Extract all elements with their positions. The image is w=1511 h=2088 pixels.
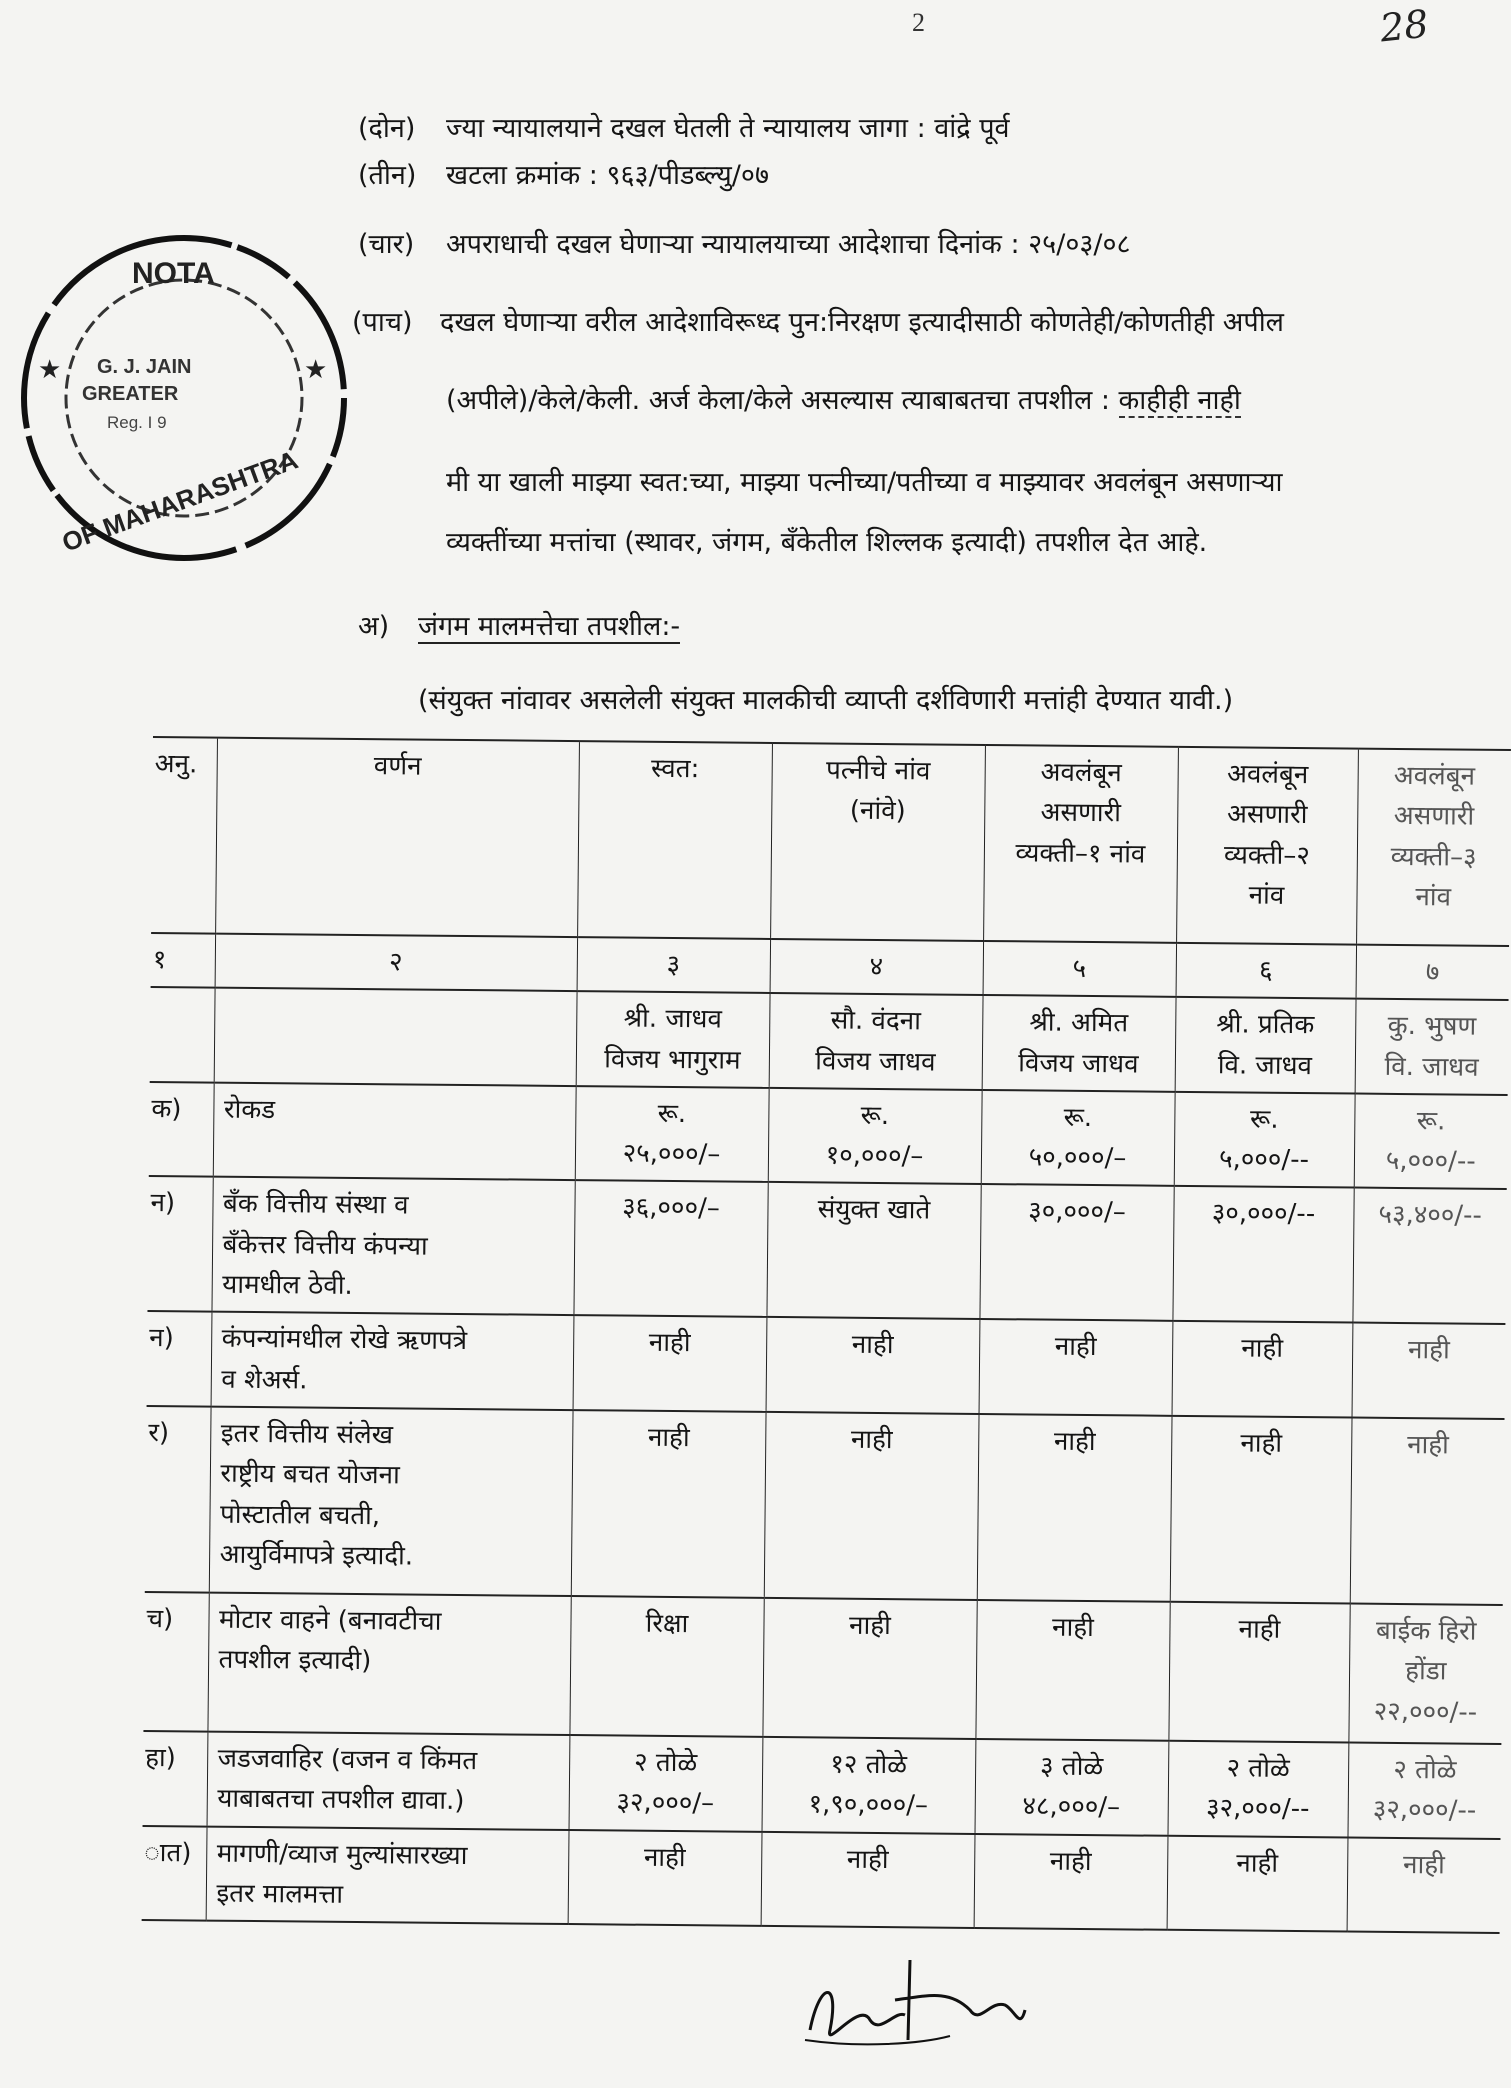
table-row-cell-3: नाही (568, 1830, 762, 1926)
item-text: खटला क्रमांक : ९६३/पीडब्ल्यु/०७ (446, 160, 769, 191)
svg-text:Reg. I 9: Reg. I 9 (107, 413, 167, 432)
table-row-cell-1: क) (149, 1082, 214, 1177)
table-row-cell-7: बाईक हिरो होंडा २२,०००/-- (1348, 1603, 1502, 1743)
item-label: (तीन) (358, 160, 417, 191)
section-note: (संयुक्त नांवावर असलेली संयुक्त मालकीची व्याप्ती दर्शविणारी मत्तांही देण्यात यावी.) (418, 685, 1234, 716)
table-row-cell-3: नाही (573, 1315, 767, 1411)
svg-text:★: ★ (304, 355, 328, 385)
svg-text:OF MAHARASHTRA: OF MAHARASHTRA (58, 444, 302, 558)
header-row-cell-2: वर्णन (215, 738, 579, 937)
header-row-cell-6: अवलंबून असणारी व्यक्ती–२ नांव (1176, 747, 1358, 945)
table-row-cell-2: मोटार वाहने (बनावटीचा तपशील इत्यादी) (207, 1593, 570, 1735)
item-appeal (352, 302, 1284, 339)
table-row-cell-1: न) (147, 1311, 212, 1406)
table-row-cell-4: नाही (762, 1598, 976, 1739)
names-row (150, 987, 1509, 1095)
table-row-cell-6: २ तोळे ३२,०००/-- (1167, 1741, 1348, 1837)
table-row (149, 1082, 1508, 1190)
table-row-cell-1: न) (147, 1176, 212, 1311)
header-row-cell-3: स्वत: (577, 741, 772, 939)
header-row-cell-5: अवलंबून असणारी व्यक्ती–१ नांव (983, 745, 1178, 943)
names-row-cell-4: सौ. वंदना विजय जाधव (769, 993, 983, 1090)
table-row-cell-5: नाही (979, 1319, 1173, 1415)
table-row (143, 1731, 1502, 1839)
table-row (147, 1176, 1506, 1324)
table-row-cell-1: हा) (143, 1731, 208, 1826)
names-row-cell-2 (214, 988, 577, 1086)
declaration-line-2: व्यक्तींच्या मत्तांचा (स्थावर, जंगम, बँकेतील शिल्लक इत्यादी) तपशील देत आहे. (446, 527, 1208, 558)
table-row-cell-2: रोकड (213, 1082, 576, 1180)
item-label: (दोन) (358, 113, 416, 144)
table-row-cell-5: ३ तोळे ४८,०००/– (975, 1739, 1169, 1835)
table-row-cell-3: २ तोळे ३२,०००/– (569, 1735, 763, 1831)
table-row-cell-4: नाही (764, 1412, 979, 1600)
header-row-cell-7: अवलंबून असणारी व्यक्ती–३ नांव (1356, 749, 1511, 946)
header-row-cell-1: अनु. (151, 737, 217, 934)
column-number-row-cell-5: ५ (983, 941, 1177, 997)
item-court-location (358, 108, 1010, 145)
table-row-cell-6: नाही (1172, 1321, 1353, 1417)
table-row-cell-6: ३०,०००/-- (1172, 1186, 1353, 1323)
table-row-cell-1: च) (143, 1592, 208, 1732)
names-row-cell-6: श्री. प्रतिक वि. जाधव (1175, 997, 1356, 1093)
names-row-cell-5: श्री. अमित विजय जाधव (982, 995, 1176, 1091)
svg-text:GREATER: GREATER (82, 383, 179, 405)
table-row-cell-3: रू. २५,०००/– (575, 1086, 769, 1182)
item-appeal-cont (446, 380, 1241, 417)
names-row-cell-7: कु. भुषण वि. जाधव (1355, 999, 1509, 1095)
table-row-cell-6: नाही (1167, 1835, 1348, 1931)
section-label: अ) (358, 611, 390, 642)
item-text: दखल घेणाऱ्या वरील आदेशाविरूध्द पुन:निरक्षण इत्यादीसाठी कोणतेही/कोणतीही अपील (440, 307, 1284, 338)
table-row-cell-5: नाही (975, 1600, 1169, 1741)
item-text: ज्या न्यायालयाने दखल घेतली ते न्यायालय जागा : वांद्रे पूर्व (446, 113, 1010, 144)
section-heading (358, 606, 680, 643)
table-row-cell-1: र) (145, 1406, 211, 1593)
table-row-cell-2: कंपन्यांमधील रोखे ऋणपत्रे व शेअर्स. (211, 1312, 574, 1410)
movable-assets-table (142, 736, 1511, 1934)
notary-stamp (12, 228, 352, 568)
table-row-cell-5: ३०,०००/– (979, 1184, 1173, 1321)
handwritten-page-ref: 28 (1377, 1, 1431, 51)
table-row-cell-7: ५३,४००/-- (1352, 1188, 1506, 1324)
column-number-row-cell-1: १ (151, 933, 216, 988)
table-row (143, 1592, 1502, 1744)
svg-text:NOTA: NOTA (132, 257, 215, 290)
table-row-cell-7: नाही (1350, 1418, 1505, 1605)
svg-text:G. J. JAIN: G. J. JAIN (97, 356, 192, 378)
signature (800, 1940, 1030, 2060)
table-row-cell-4: रू. १०,०००/– (768, 1088, 982, 1185)
item-text-2: (अपीले)/केले/केली. अर्ज केला/केले असल्यास त्याबाबतचा तपशील : (446, 385, 1119, 416)
column-number-row-cell-6: ६ (1176, 943, 1357, 999)
table-row-cell-4: नाही (766, 1317, 980, 1414)
item-text: अपराधाची दखल घेणाऱ्या न्यायालयाच्या आदेशाचा दिनांक : २५/०३/०८ (446, 229, 1131, 260)
table-row-cell-2: बँक वित्तीय संस्था व बँकेत्तर वित्तीय कंपन्या यामधील ठेवी. (211, 1177, 574, 1315)
table-row-cell-5: रू. ५०,०००/– (981, 1090, 1175, 1186)
table-row-cell-4: संयुक्त खाते (766, 1182, 980, 1319)
column-number-row-cell-7: ७ (1356, 945, 1510, 1001)
table-row-cell-5: नाही (977, 1414, 1172, 1602)
table-row-cell-2: मागणी/व्याज मुल्यांसारख्या इतर मालमत्ता (206, 1826, 569, 1924)
table-row-cell-6: नाही (1168, 1602, 1349, 1743)
column-number-row-cell-3: ३ (577, 937, 771, 993)
table-row-cell-6: रू. ५,०००/-- (1174, 1092, 1355, 1188)
table-row-cell-2: जडजवाहिर (वजन व किंमत याबाबतचा तपशील द्यावा.) (207, 1732, 570, 1830)
header-row-cell-4: पत्नीचे नांव (नांवे) (770, 743, 985, 941)
svg-text:★: ★ (38, 355, 62, 385)
table-row-cell-3: रिक्षा (569, 1596, 763, 1737)
table-row-cell-2: इतर वित्तीय संलेख राष्ट्रीय बचत योजना पोस्टातील बचती, आयुर्विमापत्रे इत्यादी. (209, 1407, 573, 1596)
column-number-row-cell-4: ४ (770, 939, 984, 995)
names-row-cell-3: श्री. जाधव विजय भागुराम (576, 991, 770, 1087)
appeal-answer: काहीही नाही (1118, 385, 1241, 416)
table-row-cell-7: २ तोळे ३२,०००/-- (1347, 1742, 1501, 1838)
table-row-cell-1: ात) (142, 1826, 207, 1921)
table-row-cell-7: रू. ५,०००/-- (1354, 1093, 1508, 1189)
section-title: जंगम मालमत्तेचा तपशील:- (418, 611, 681, 642)
table-row (147, 1311, 1506, 1419)
table-row (145, 1406, 1505, 1605)
table-row-cell-4: नाही (761, 1831, 975, 1928)
table-row-cell-7: नाही (1347, 1837, 1501, 1933)
table-row-cell-5: नाही (974, 1833, 1168, 1929)
table-row-cell-7: नाही (1352, 1323, 1506, 1419)
table-row-cell-4: १२ तोळे १,९०,०००/– (762, 1737, 976, 1834)
item-label: (चार) (358, 229, 415, 260)
table-row-cell-6: नाही (1170, 1416, 1352, 1604)
names-row-cell-1 (150, 987, 215, 1082)
page-number: 2 (912, 8, 925, 37)
declaration-line-1: मी या खाली माझ्या स्वत:च्या, माझ्या पत्नीच्या/पतीच्या व माझ्यावर अवलंबून असणाऱ्या (446, 467, 1283, 498)
item-order-date (358, 224, 1131, 261)
header-row (151, 737, 1511, 946)
item-label: (पाच) (352, 307, 413, 338)
table-row-cell-3: नाही (571, 1410, 766, 1598)
item-case-number (358, 155, 769, 192)
table-row (142, 1826, 1501, 1934)
table-row-cell-3: ३६,०००/– (573, 1181, 767, 1318)
column-number-row-cell-2: २ (215, 934, 578, 992)
